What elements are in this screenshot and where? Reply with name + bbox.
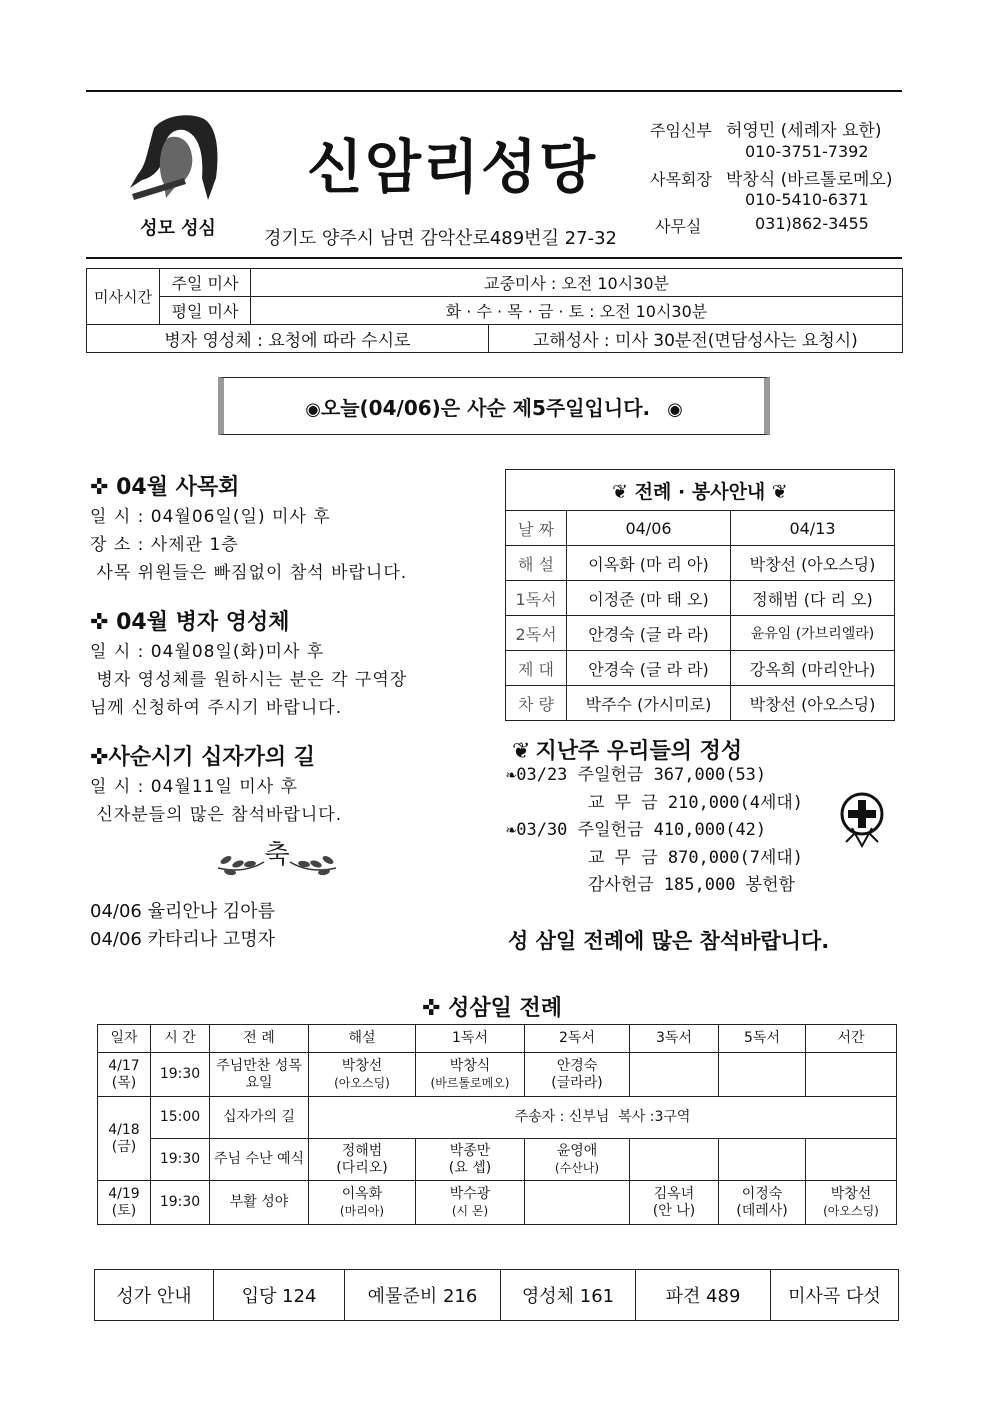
- week-person: 박창선: [830, 1185, 872, 1202]
- service-cell: 안경숙 (글 라 라): [567, 651, 731, 686]
- week-person: 이정숙: [741, 1185, 783, 1202]
- week-time: 15:00: [151, 1097, 210, 1139]
- offering-line: 교 무 금 210,000(4세대): [506, 792, 804, 813]
- week-time: 19:30: [151, 1053, 210, 1097]
- feast-list: [90, 898, 275, 954]
- feast-item: 04/06 율리안나 김아름: [90, 901, 276, 922]
- service-cell: 이옥화 (마 리 아): [567, 546, 731, 581]
- week-saint: (데레사): [736, 1202, 788, 1219]
- week-header-cell: 서간: [806, 1025, 897, 1053]
- diamond-icon: ✜: [422, 996, 441, 1021]
- sick-communion-info: 병자 영성체 : 요청에 따라 수시로: [87, 325, 489, 353]
- holy-week-title: 성삼일 전례: [448, 996, 563, 1021]
- hymn-cell: 예물준비 216: [345, 1270, 501, 1321]
- holy-week-heading: [422, 991, 562, 1022]
- flower-icon: ❦: [771, 480, 788, 503]
- council-body: [90, 503, 490, 587]
- service-cell: 박창선 (아오스딩): [731, 546, 895, 581]
- week-cell: [806, 1139, 897, 1181]
- sick-heading: [90, 605, 490, 636]
- week-header-cell: 2독서: [525, 1025, 630, 1053]
- service-cell: 정해범 (다 리 오): [731, 581, 895, 616]
- cross-body: [90, 773, 490, 829]
- offering-list: [506, 762, 803, 900]
- week-saint: (안 나): [652, 1202, 696, 1219]
- offering-title: 지난주 우리들의 정성: [535, 739, 743, 764]
- service-title-text: 전례 · 봉사안내: [634, 480, 766, 503]
- week-day-text: (토): [111, 1202, 137, 1219]
- hymn-cell: 파견 489: [636, 1270, 771, 1321]
- week-saint: (시 몬): [451, 1203, 489, 1218]
- week-saint: (마리아): [339, 1203, 385, 1218]
- week-person: 윤영애: [556, 1142, 598, 1159]
- week-liturgy: 주님 수난 예식: [210, 1139, 309, 1181]
- offering-line: ❧03/30 주일헌금 410,000(42): [506, 820, 767, 840]
- celebrate-mark: 축: [264, 840, 290, 870]
- week-date: [98, 1053, 151, 1097]
- council-label: 사목회장: [650, 170, 712, 189]
- pastor-label: 주임신부: [650, 121, 712, 140]
- week-saint: (다리오): [336, 1159, 388, 1176]
- week-cell: [719, 1139, 806, 1181]
- thu-row: [98, 1053, 897, 1097]
- top-rule: [86, 90, 902, 92]
- service-cell: 안경숙 (글 라 라): [567, 616, 731, 651]
- cross-title: 사순시기 십자가의 길: [108, 745, 316, 770]
- sick-title: 04월 병자 영성체: [116, 610, 290, 635]
- council-line: 사목 위원들은 빠짐없이 참석 바랍니다.: [90, 563, 408, 583]
- week-cell: [630, 1181, 719, 1225]
- office-label: 사무실: [655, 217, 702, 236]
- week-liturgy: 주님만찬 성목요일: [210, 1053, 309, 1097]
- council-title: 04월 사목회: [116, 475, 240, 500]
- week-person: 정해범: [341, 1142, 383, 1159]
- week-person: 박종만: [449, 1142, 491, 1159]
- hymn-label: 성가 안내: [95, 1270, 214, 1321]
- week-header-cell: 시 간: [151, 1025, 210, 1053]
- mass-label: 미사시간: [87, 269, 160, 325]
- offering-heading: [512, 734, 742, 765]
- week-header-cell: 3독서: [630, 1025, 719, 1053]
- week-cell: [630, 1139, 719, 1181]
- sick-body: [90, 638, 490, 722]
- week-cell: [309, 1053, 416, 1097]
- week-date: [98, 1181, 151, 1225]
- cross-line: 신자분들의 많은 참석바랍니다.: [90, 805, 343, 825]
- week-liturgy: 부활 성야: [210, 1181, 309, 1225]
- sacred-heart-logo-icon: [124, 108, 228, 204]
- praying-hands-cross-icon: [836, 792, 888, 848]
- week-day-text: (금): [111, 1138, 137, 1155]
- service-cell: 박창선 (아오스딩): [731, 686, 895, 721]
- council-name: 박창식 (바르톨로메오): [726, 170, 893, 190]
- week-cell: [525, 1053, 630, 1097]
- week-cell: [309, 1139, 416, 1181]
- cross-heading: [90, 740, 490, 771]
- office-phone: 031)862-3455: [755, 214, 869, 233]
- week-date: [98, 1097, 151, 1181]
- sunday-mass-label: 주일 미사: [160, 269, 251, 297]
- week-cell: [309, 1181, 416, 1225]
- sat-row: [98, 1181, 897, 1225]
- week-person: 이옥화: [341, 1185, 383, 1202]
- service-header-cell: 04/06: [567, 511, 731, 546]
- service-role: 차 량: [506, 686, 567, 721]
- week-cell: [525, 1181, 630, 1225]
- week-person: 박창선: [341, 1057, 383, 1074]
- confession-info: 고해성사 : 미사 30분전(면담성사는 요청시): [488, 325, 902, 353]
- service-cell: 윤유임 (가브리엘라): [731, 616, 895, 651]
- week-time: 19:30: [151, 1181, 210, 1225]
- diamond-icon: ✜: [90, 745, 109, 770]
- week-header-cell: 1독서: [416, 1025, 525, 1053]
- service-header-cell: 날 짜: [506, 511, 567, 546]
- pastor-name: 허영민 (세례자 요한): [726, 121, 882, 141]
- service-cell: 이정준 (마 태 오): [567, 581, 731, 616]
- weekday-mass-value: 화 · 수 · 목 · 금 · 토 : 오전 10시30분: [251, 297, 903, 325]
- service-header-cell: 04/13: [731, 511, 895, 546]
- banner-text: 오늘(04/06)은 사순 제5주일입니다.: [320, 396, 651, 420]
- week-person: 박창식: [449, 1057, 491, 1074]
- feast-item: 04/06 카타리나 고명자: [90, 929, 276, 950]
- fri1-row: [98, 1097, 897, 1139]
- week-cell: [719, 1053, 806, 1097]
- week-saint: (요 셉): [448, 1159, 492, 1176]
- hymn-cell: 미사곡 다섯: [771, 1270, 899, 1321]
- week-cell: [416, 1181, 525, 1225]
- week-header-cell: 해설: [309, 1025, 416, 1053]
- week-saint: (바르톨로메오): [430, 1075, 510, 1090]
- fri2-row: [98, 1139, 897, 1181]
- service-role: 해 설: [506, 546, 567, 581]
- week-date-text: 4/19: [108, 1185, 140, 1202]
- holy-week-table: [97, 1024, 897, 1225]
- cross-line: 일 시 : 04월11일 미사 후: [90, 777, 298, 797]
- hymn-cell: 영성체 161: [501, 1270, 636, 1321]
- mass-times-table: [86, 268, 903, 353]
- week-saint: (글라라): [551, 1074, 603, 1091]
- host-icon: ◉: [305, 399, 321, 420]
- service-role: 제 대: [506, 651, 567, 686]
- council-phone: 010-5410-6371: [745, 190, 869, 209]
- host-icon-right: ◉: [667, 399, 683, 420]
- week-cell: [630, 1053, 719, 1097]
- week-day-text: (목): [111, 1074, 137, 1091]
- service-title: [506, 470, 895, 511]
- sick-line: 일 시 : 04월08일(화)미사 후: [90, 642, 325, 662]
- offering-line: ❧03/23 주일헌금 367,000(53): [506, 765, 767, 785]
- flower-icon: ❦: [612, 480, 629, 503]
- sick-line: 병자 영성체를 원하시는 분은 각 구역장: [90, 670, 408, 690]
- diamond-icon: ✜: [90, 610, 109, 635]
- council-heading: [90, 470, 490, 501]
- week-saint: (아오스딩): [334, 1075, 390, 1090]
- celebration-wreath: [214, 830, 340, 880]
- council-line: 일 시 : 04월06일(일) 미사 후: [90, 507, 331, 527]
- logo-caption: 성모 성심: [140, 218, 216, 239]
- diamond-icon: ✜: [90, 475, 109, 500]
- week-liturgy: 십자가의 길: [210, 1097, 309, 1139]
- week-person: 김옥녀: [653, 1185, 695, 1202]
- service-role: 2독서: [506, 616, 567, 651]
- week-time: 19:30: [151, 1139, 210, 1181]
- week-cell: [416, 1053, 525, 1097]
- church-name: 신암리성당: [306, 133, 598, 201]
- service-role: 1독서: [506, 581, 567, 616]
- flower-icon: ❦: [512, 739, 531, 764]
- sunday-mass-value: 교중미사 : 오전 10시30분: [251, 269, 903, 297]
- week-cell: [525, 1139, 630, 1181]
- council-line: 장 소 : 사제관 1층: [90, 535, 239, 555]
- week-saint: (수산나): [554, 1160, 600, 1175]
- header-rule: [86, 257, 902, 259]
- week-date-text: 4/18: [108, 1121, 140, 1138]
- week-date-text: 4/17: [108, 1057, 140, 1074]
- week-person: 안경숙: [556, 1057, 598, 1074]
- week-cell: [806, 1053, 897, 1097]
- service-cell: 박주수 (가시미로): [567, 686, 731, 721]
- week-cell: [416, 1139, 525, 1181]
- sick-line: 님께 신청하여 주시기 바랍니다.: [90, 698, 343, 718]
- week-person: 박수광: [449, 1185, 491, 1202]
- weekday-mass-label: 평일 미사: [160, 297, 251, 325]
- offering-line: 감사헌금 185,000 봉헌함: [506, 875, 795, 895]
- week-saint: (아오스딩): [823, 1203, 879, 1218]
- offering-line: 교 무 금 870,000(7세대): [506, 847, 804, 868]
- hymn-cell: 입당 124: [214, 1270, 345, 1321]
- church-address: 경기도 양주시 남면 감악산로489번길 27-32: [264, 228, 617, 249]
- service-cell: 강옥희 (마리안나): [731, 651, 895, 686]
- week-cell: [806, 1181, 897, 1225]
- hymn-table: [94, 1269, 899, 1321]
- week-cell: [719, 1181, 806, 1225]
- week-header-cell: 전 례: [210, 1025, 309, 1053]
- pastor-phone: 010-3751-7392: [745, 142, 869, 161]
- week-header-cell: 5독서: [719, 1025, 806, 1053]
- sunday-banner: [218, 377, 770, 435]
- week-note: 주송자 : 신부님 복사 :3구역: [309, 1097, 897, 1139]
- triduum-notice: 성 삼일 전례에 많은 참석바랍니다.: [508, 929, 830, 953]
- week-header-cell: 일자: [98, 1025, 151, 1053]
- service-table: [505, 469, 895, 721]
